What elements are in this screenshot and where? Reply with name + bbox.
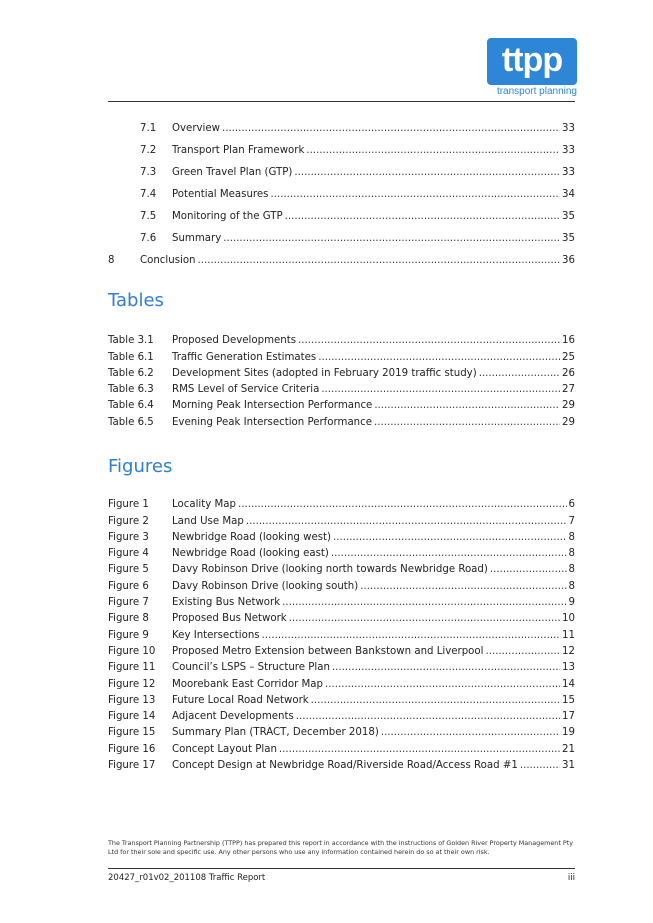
toc-entry-title: Proposed Bus Network	[172, 613, 287, 625]
toc-entry-title: Summary Plan (TRACT, December 2018)	[172, 727, 379, 739]
toc-entry-title: Evening Peak Intersection Performance	[172, 416, 373, 428]
toc-entry-page: 25	[562, 351, 575, 363]
toc-entry-number: Figure 16	[108, 743, 156, 755]
dot-leader	[279, 744, 560, 755]
dot-leader	[520, 760, 560, 771]
toc-entry-page: 35	[562, 211, 575, 222]
toc-entry-title: Overview	[172, 123, 220, 134]
toc-entry-title: Development Sites (adopted in February 2019 traffic study)	[172, 367, 477, 379]
toc-entry-title: Proposed Metro Extension between Bankstown and Liverpool	[172, 645, 484, 657]
footer-rule	[108, 868, 575, 869]
toc-entry-number: Table 6.2	[108, 367, 154, 379]
dot-leader	[485, 646, 560, 657]
toc-entry[interactable]	[108, 411, 575, 427]
toc-entry-title: Future Local Road Network	[172, 694, 309, 706]
toc-entry-page: 29	[562, 400, 575, 412]
toc-entry[interactable]	[108, 592, 575, 608]
dot-leader	[479, 368, 560, 379]
toc-entry-number: 7.2	[140, 145, 157, 156]
toc-entry-title: Monitoring of the GTP	[172, 211, 283, 222]
toc-entry-title: Newbridge Road (looking east)	[172, 548, 329, 560]
toc-entry-page: 13	[562, 662, 575, 674]
toc-entry-page: 33	[562, 123, 575, 134]
toc-entry[interactable]	[108, 624, 575, 640]
toc-entry[interactable]	[108, 112, 575, 134]
toc-entry-number: Figure 9	[108, 629, 149, 641]
toc-entry[interactable]	[108, 738, 575, 754]
toc-entry-number: Figure 5	[108, 564, 149, 576]
figures-heading: Figures	[108, 456, 173, 477]
dot-leader	[294, 167, 560, 178]
toc-entry-number: 7.4	[140, 189, 157, 200]
toc-entry-number: Figure 1	[108, 499, 149, 511]
toc-entry-title: Transport Plan Framework	[172, 145, 305, 156]
toc-entry-title: Moorebank East Corridor Map	[172, 678, 324, 690]
dot-leader	[296, 711, 560, 722]
toc-entry-title: Locality Map	[172, 499, 236, 511]
toc-entry-number: Figure 13	[108, 694, 156, 706]
toc-entry-page: 8	[568, 580, 575, 592]
dot-leader	[222, 123, 560, 134]
toc-entry-page: 33	[562, 167, 575, 178]
dot-leader	[321, 384, 560, 395]
page-number: iii	[567, 873, 575, 883]
tables-list	[108, 330, 575, 428]
toc-entry-title: Traffic Generation Estimates	[172, 351, 317, 363]
dot-leader	[374, 400, 560, 411]
toc-entry-title: Land Use Map	[172, 515, 244, 527]
toc-entry-page: 36	[562, 255, 575, 266]
toc-entry-page: 35	[562, 233, 575, 244]
toc-entry-page: 26	[562, 367, 575, 379]
toc-entry-page: 7	[568, 515, 575, 527]
toc-entry-number: Table 6.5	[108, 416, 154, 428]
toc-entry-page: 12	[562, 645, 575, 657]
toc-entry-page: 11	[562, 629, 575, 641]
toc-entry[interactable]	[108, 608, 575, 624]
toc-entry[interactable]	[108, 200, 575, 222]
dot-leader	[374, 417, 560, 428]
toc-entry-number: Figure 2	[108, 515, 149, 527]
toc-entry-title: Davy Robinson Drive (looking south)	[172, 580, 359, 592]
logo-tagline: transport planning	[496, 86, 577, 97]
toc-entry-number: 7.1	[140, 123, 157, 134]
toc-entry-number: 8	[108, 255, 115, 266]
toc-entry-number: Figure 17	[108, 760, 156, 772]
dot-leader	[311, 695, 560, 706]
toc-entry[interactable]	[108, 543, 575, 559]
toc-entry[interactable]	[108, 346, 575, 362]
toc-entry-title: Existing Bus Network	[172, 597, 281, 609]
toc-entry[interactable]	[108, 363, 575, 379]
toc-entry-title: Summary	[172, 233, 222, 244]
toc-entry-number: 7.3	[140, 167, 157, 178]
document-reference: 20427_r01v02_201108 Traffic Report	[108, 873, 266, 883]
toc-entry-title: Newbridge Road (looking west)	[172, 531, 331, 543]
toc-entry[interactable]	[108, 755, 575, 771]
toc-entry[interactable]	[108, 575, 575, 591]
toc-entry[interactable]	[108, 330, 575, 346]
toc-entry[interactable]	[108, 156, 575, 178]
toc-entry[interactable]	[108, 178, 575, 200]
contents-list	[108, 112, 575, 266]
toc-entry-page: 10	[562, 613, 575, 625]
dot-leader	[223, 233, 560, 244]
toc-entry[interactable]	[108, 379, 575, 395]
toc-entry-title: RMS Level of Service Criteria	[172, 384, 320, 396]
dot-leader	[318, 352, 560, 363]
toc-entry[interactable]	[108, 244, 575, 266]
ttpp-logo	[487, 38, 577, 97]
toc-entry[interactable]	[108, 657, 575, 673]
toc-entry-number: Figure 10	[108, 645, 156, 657]
toc-entry-number: Figure 7	[108, 597, 149, 609]
figures-list	[108, 494, 575, 771]
toc-entry-number: Figure 12	[108, 678, 156, 690]
toc-entry-page: 6	[568, 499, 575, 511]
tables-heading: Tables	[108, 290, 164, 311]
toc-entry-title: Key Intersections	[172, 629, 260, 641]
toc-entry-title: Adjacent Developments	[172, 711, 294, 723]
toc-entry-number: Table 6.4	[108, 400, 154, 412]
disclaimer-text: The Transport Planning Partnership (TTPP) has prepared this report in accordance with the instructions of Golden River Property Management Pty Ltd for their sole and specific use. Any other persons who use any information contained herein do so at their own risk.	[108, 839, 574, 856]
toc-entry[interactable]	[108, 706, 575, 722]
dot-leader	[333, 532, 567, 543]
dot-leader	[262, 630, 560, 641]
toc-entry-title: Council’s LSPS – Structure Plan	[172, 662, 330, 674]
dot-leader	[360, 581, 566, 592]
toc-entry-number: Table 6.1	[108, 351, 154, 363]
toc-entry-number: Figure 4	[108, 548, 149, 560]
toc-entry-page: 16	[562, 335, 575, 347]
toc-entry-page: 34	[562, 189, 575, 200]
dot-leader	[246, 516, 567, 527]
toc-entry[interactable]	[108, 222, 575, 244]
toc-entry[interactable]	[108, 673, 575, 689]
toc-entry-title: Green Travel Plan (GTP)	[172, 167, 293, 178]
toc-entry-number: Figure 6	[108, 580, 149, 592]
toc-entry-page: 21	[562, 743, 575, 755]
toc-entry-page: 8	[568, 564, 575, 576]
toc-entry-page: 31	[562, 760, 575, 772]
toc-entry[interactable]	[108, 527, 575, 543]
toc-entry[interactable]	[108, 641, 575, 657]
dot-leader	[285, 211, 560, 222]
dot-leader	[490, 564, 567, 575]
dot-leader	[306, 145, 560, 156]
toc-entry[interactable]	[108, 494, 575, 510]
dot-leader	[198, 255, 561, 266]
toc-entry-number: 7.6	[140, 233, 157, 244]
toc-entry-number: Figure 15	[108, 727, 156, 739]
toc-entry-page: 19	[562, 727, 575, 739]
toc-entry-number: Figure 11	[108, 662, 156, 674]
toc-entry-title: Morning Peak Intersection Performance	[172, 400, 373, 412]
toc-entry-page: 17	[562, 711, 575, 723]
logo-mark: ttpp	[487, 38, 577, 85]
toc-entry[interactable]	[108, 690, 575, 706]
toc-entry-page: 33	[562, 145, 575, 156]
toc-entry[interactable]	[108, 395, 575, 411]
dot-leader	[381, 727, 560, 738]
dot-leader	[332, 662, 560, 673]
dot-leader	[238, 499, 567, 510]
toc-entry-page: 29	[562, 416, 575, 428]
toc-entry[interactable]	[108, 134, 575, 156]
dot-leader	[325, 679, 560, 690]
toc-entry-title: Davy Robinson Drive (looking north towards Newbridge Road)	[172, 564, 488, 576]
page-footer	[108, 873, 575, 883]
toc-entry-number: Table 6.3	[108, 384, 154, 396]
toc-entry-title: Conclusion	[140, 255, 196, 266]
toc-entry-page: 8	[568, 548, 575, 560]
toc-entry-title: Concept Layout Plan	[172, 743, 277, 755]
toc-entry-title: Potential Measures	[172, 189, 269, 200]
toc-entry-page: 27	[562, 384, 575, 396]
toc-entry[interactable]	[108, 559, 575, 575]
dot-leader	[298, 335, 560, 346]
header-rule	[108, 101, 575, 102]
toc-entry[interactable]	[108, 722, 575, 738]
toc-entry[interactable]	[108, 510, 575, 526]
toc-entry-number: Figure 8	[108, 613, 149, 625]
dot-leader	[270, 189, 560, 200]
toc-entry-number: Figure 14	[108, 711, 156, 723]
toc-entry-page: 8	[568, 531, 575, 543]
toc-entry-number: 7.5	[140, 211, 157, 222]
dot-leader	[289, 613, 560, 624]
toc-entry-number: Table 3.1	[108, 335, 154, 347]
dot-leader	[331, 548, 567, 559]
dot-leader	[282, 597, 566, 608]
toc-entry-title: Proposed Developments	[172, 335, 297, 347]
toc-entry-number: Figure 3	[108, 531, 149, 543]
toc-entry-title: Concept Design at Newbridge Road/Riverside Road/Access Road #1	[172, 760, 518, 772]
toc-entry-page: 15	[562, 694, 575, 706]
toc-entry-page: 9	[568, 597, 575, 609]
toc-entry-page: 14	[562, 678, 575, 690]
